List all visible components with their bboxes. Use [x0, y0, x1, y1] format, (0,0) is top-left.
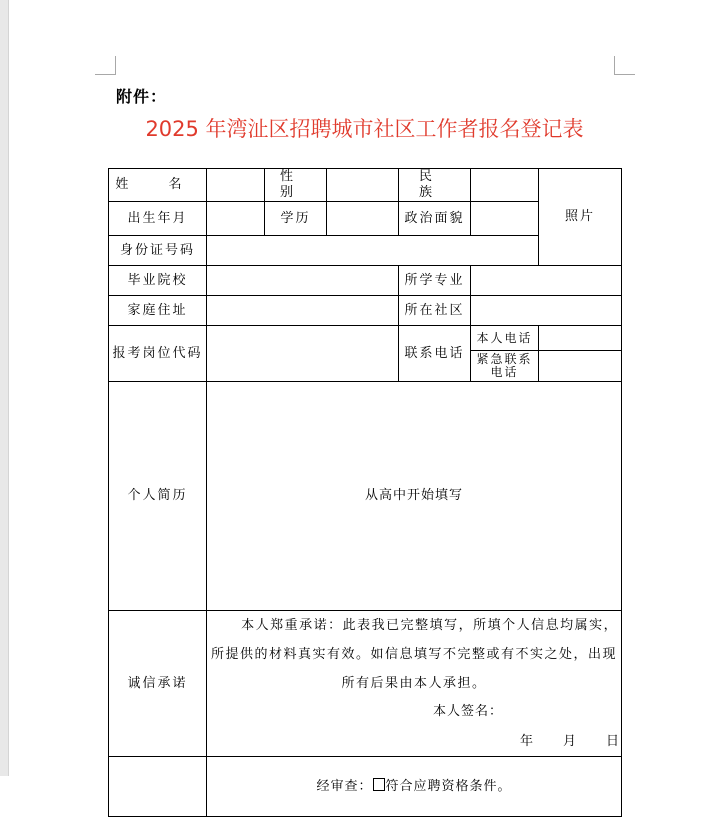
- pledge-label: 诚信承诺: [109, 611, 207, 757]
- crop-mark-top-right: [614, 56, 635, 75]
- address-label: 家庭住址: [109, 296, 207, 326]
- table-row: [109, 382, 622, 611]
- school-field[interactable]: [207, 266, 399, 296]
- date-line: [207, 728, 621, 756]
- gender-field[interactable]: [327, 169, 399, 202]
- crop-mark-top-left: [95, 56, 116, 75]
- date-day: 日: [605, 734, 619, 749]
- table-row: [109, 611, 622, 757]
- document-title: 2025 年湾沚区招聘城市社区工作者报名登记表: [145, 117, 584, 141]
- education-label: 学历: [265, 202, 327, 236]
- own-phone-label: 本人电话: [471, 326, 539, 351]
- birth-field[interactable]: [207, 202, 265, 236]
- contact-label: 联系电话: [399, 326, 471, 382]
- table-row: [109, 757, 622, 817]
- table-row: [109, 266, 622, 296]
- attachment-label: 附件：: [116, 87, 168, 106]
- review-option: 符合应聘资格条件。: [385, 779, 512, 794]
- review-cell: [207, 757, 622, 817]
- political-label: 政治面貌: [399, 202, 471, 236]
- own-phone-field[interactable]: [539, 326, 622, 351]
- photo-cell[interactable]: 照片: [539, 169, 622, 266]
- signature-line[interactable]: [207, 698, 621, 726]
- resume-field[interactable]: [207, 382, 622, 611]
- id-label: 身份证号码: [109, 236, 207, 266]
- table-row: [109, 296, 622, 326]
- ethnicity-field[interactable]: [471, 169, 539, 202]
- registration-form-table: [108, 168, 622, 817]
- position-code-label: 报考岗位代码: [109, 326, 207, 382]
- major-field[interactable]: [471, 266, 622, 296]
- table-row: [109, 169, 622, 202]
- gender-label: 性 别: [265, 169, 327, 202]
- resume-hint: 从高中开始填写: [364, 488, 463, 503]
- pledge-cell: [207, 611, 622, 757]
- pledge-text: 本人郑重承诺：此表我已完整填写，所填个人信息均属实，所提供的材料真实有效。如信息填写不完整或有不实之处，出现所有后果由本人承担。: [210, 618, 619, 691]
- emergency-phone-label: 紧急联系电话: [471, 351, 539, 382]
- school-label: 毕业院校: [109, 266, 207, 296]
- community-label: 所在社区: [399, 296, 471, 326]
- name-field[interactable]: [207, 169, 265, 202]
- education-field[interactable]: [327, 202, 399, 236]
- review-label-cell: [109, 757, 207, 817]
- resume-label: 个人简历: [109, 382, 207, 611]
- ethnicity-label: 民 族: [399, 169, 471, 202]
- table-row: [109, 326, 622, 351]
- qualification-checkbox[interactable]: [373, 778, 385, 791]
- address-field[interactable]: [207, 296, 399, 326]
- name-label: 姓 名: [109, 169, 207, 202]
- signature-label: 本人签名：: [432, 704, 503, 719]
- position-code-field[interactable]: [207, 326, 399, 382]
- political-field[interactable]: [471, 202, 539, 236]
- birth-label: 出生年月: [109, 202, 207, 236]
- emergency-phone-field[interactable]: [539, 351, 622, 382]
- date-month: 月: [562, 734, 576, 749]
- date-year: 年: [519, 734, 533, 749]
- page-left-edge: [0, 0, 9, 776]
- community-field[interactable]: [471, 296, 622, 326]
- id-field[interactable]: [207, 236, 539, 266]
- major-label: 所学专业: [399, 266, 471, 296]
- review-prefix: 经审查：: [316, 779, 373, 794]
